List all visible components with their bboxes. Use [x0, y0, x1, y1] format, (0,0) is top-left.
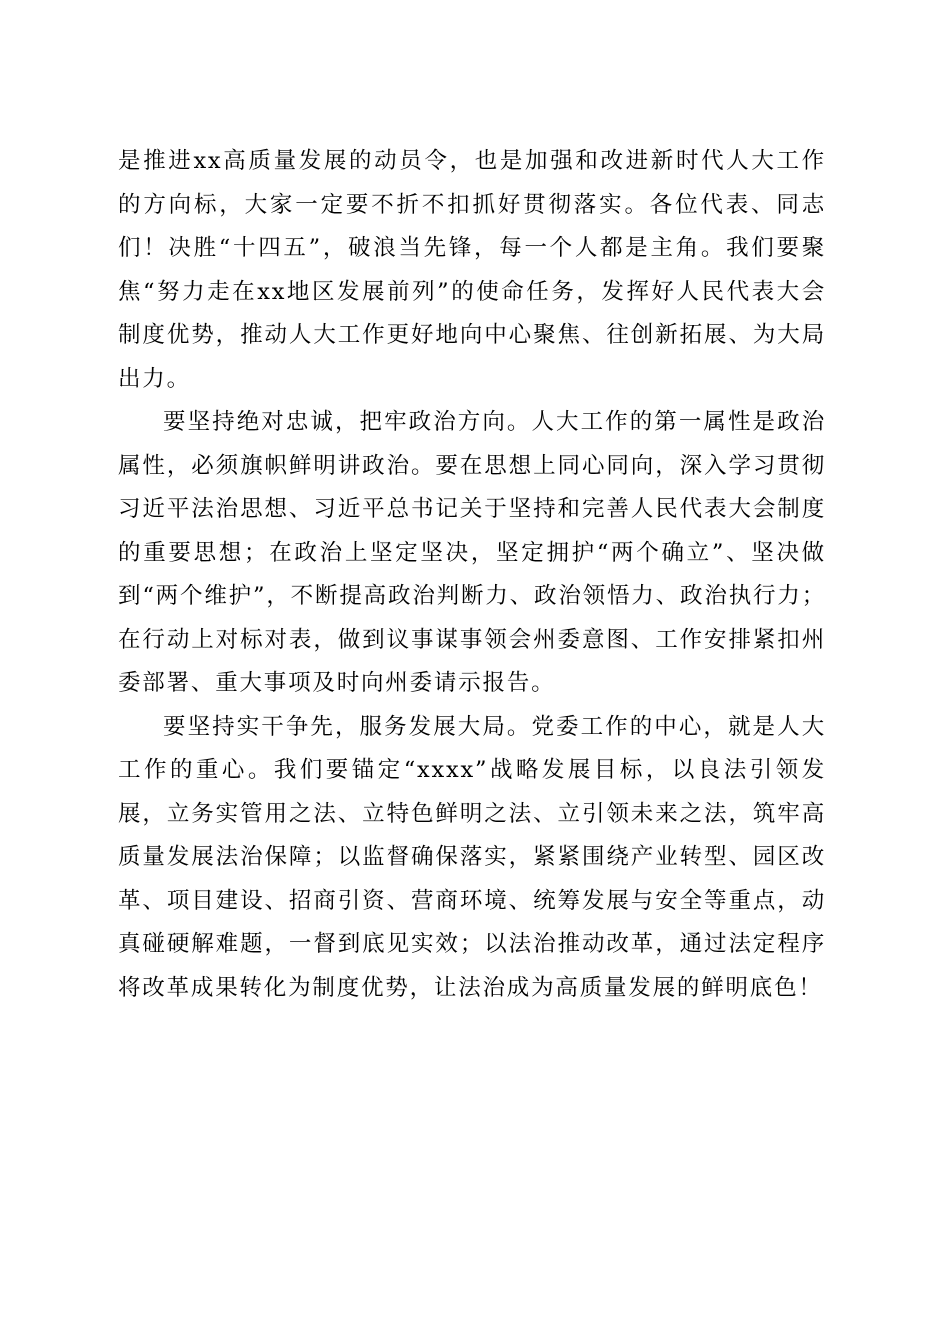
paragraph-continuation: 是推进xx高质量发展的动员令，也是加强和改进新时代人大工作的方向标，大家一定要不折不扣抓好贯彻落实。各位代表、同志们！决胜“十四五”，破浪当先锋，每一个人都是主角。我们要聚焦“努力走在xx地区发展前列”的使命任务，发挥好人民代表大会制度优势，推动人大工作更好地向中心聚焦、往创新拓展、为大局出力。 [118, 148, 826, 392]
paragraph-political-loyalty: 要坚持绝对忠诚，把牢政治方向。人大工作的第一属性是政治属性，必须旗帜鲜明讲政治。要在思想上同心同向，深入学习贯彻习近平法治思想、习近平总书记关于坚持和完善人民代表大会制度的重要思想；在政治上坚定坚决，坚定拥护“两个确立”、坚决做到“两个维护”，不断提高政治判断力、政治领悟力、政治执行力；在行动上对标对表，做到议事谋事领会州委意图、工作安排紧扣州委部署、重大事项及时向州委请示报告。 [118, 409, 826, 696]
document-body [118, 140, 826, 1010]
paragraph-development-service: 要坚持实干争先，服务发展大局。党委工作的中心，就是人大工作的重心。我们要锚定“xxxx”战略发展目标，以良法引领发展，立务实管用之法、立特色鲜明之法、立引领未来之法，筑牢高质量发展法治保障；以监督确保落实，紧紧围绕产业转型、园区改革、项目建设、招商引资、营商环境、统筹发展与安全等重点，动真碰硬解难题，一督到底见实效；以法治推动改革，通过法定程序将改革成果转化为制度优势，让法治成为高质量发展的鲜明底色！ [118, 713, 826, 1001]
